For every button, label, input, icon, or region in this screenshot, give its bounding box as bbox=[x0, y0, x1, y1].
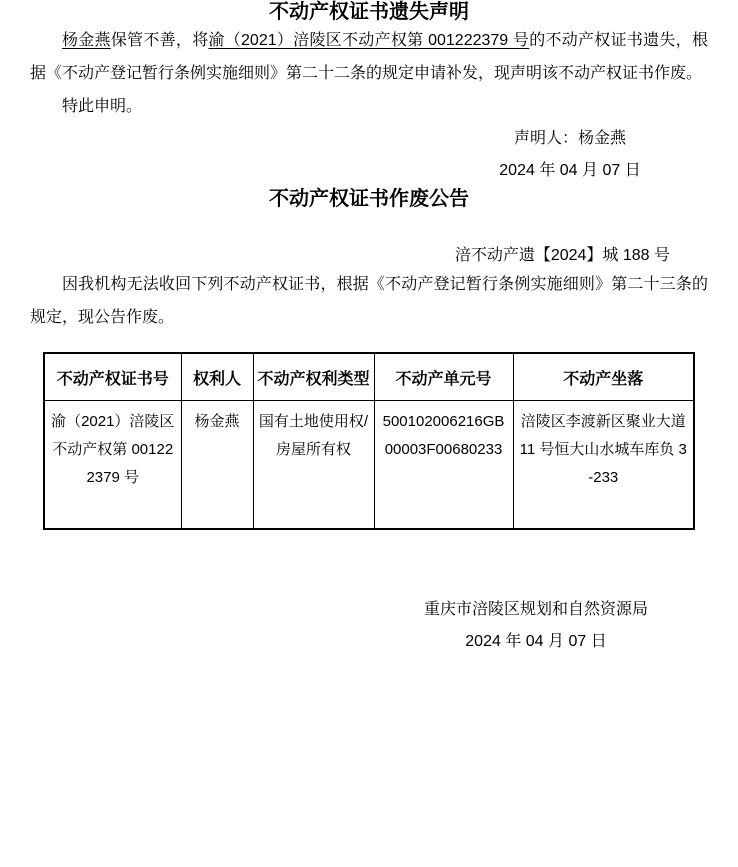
declaration-signature-block bbox=[470, 123, 670, 187]
col-header-location: 不动产坐落 bbox=[513, 353, 694, 401]
cell-certificate-no: 渝（2021）涪陵区不动产权第 001222379 号 bbox=[44, 401, 181, 530]
issuer-name: 重庆市涪陵区规划和自然资源局 bbox=[423, 601, 648, 618]
cell-unit-no: 500102006216GB00003F00680233 bbox=[374, 401, 513, 530]
col-header-holder: 权利人 bbox=[181, 353, 253, 401]
declaration-text-after-owner: 保管不善，将 bbox=[110, 32, 209, 49]
certificate-table bbox=[43, 352, 695, 530]
declaration-date: 2024 年 04 月 07 日 bbox=[499, 162, 641, 179]
declaration-closing: 特此申明。 bbox=[62, 98, 143, 115]
table-row bbox=[44, 401, 694, 530]
cell-right-type: 国有土地使用权/房屋所有权 bbox=[253, 401, 374, 530]
col-header-right-type: 不动产权利类型 bbox=[253, 353, 374, 401]
declaration-paragraph bbox=[30, 24, 708, 90]
col-header-certificate-no: 不动产权证书号 bbox=[44, 353, 181, 401]
declarant-line: 声明人：杨金燕 bbox=[513, 130, 626, 147]
table-header-row bbox=[44, 353, 694, 401]
cell-holder: 杨金燕 bbox=[181, 401, 253, 530]
owner-name: 杨金燕 bbox=[62, 32, 111, 49]
declaration-text-after-certificate: 的不动产权证书遗失，根据《不动产登记暂行条例实施细则》第二十二条的规定申请补发，现声明该不动产权证书作废。 bbox=[30, 32, 708, 82]
notice-date: 2024 年 04 月 07 日 bbox=[465, 633, 607, 650]
notice-signature-block bbox=[396, 594, 676, 658]
notice-title: 不动产权证书作废公告 bbox=[269, 188, 469, 210]
certificate-number: 渝（2021）涪陵区不动产权第 001222379 号 bbox=[208, 32, 530, 49]
col-header-unit-no: 不动产单元号 bbox=[374, 353, 513, 401]
declaration-title: 不动产权证书遗失声明 bbox=[269, 1, 469, 23]
notice-paragraph: 因我机构无法收回下列不动产权证书，根据《不动产登记暂行条例实施细则》第二十三条的规定，现公告作废。 bbox=[30, 276, 708, 326]
notice-doc-number: 涪不动产遗【2024】城 188 号 bbox=[454, 247, 670, 264]
cell-location: 涪陵区李渡新区聚业大道 11 号恒大山水城车库负 3-233 bbox=[513, 401, 694, 530]
